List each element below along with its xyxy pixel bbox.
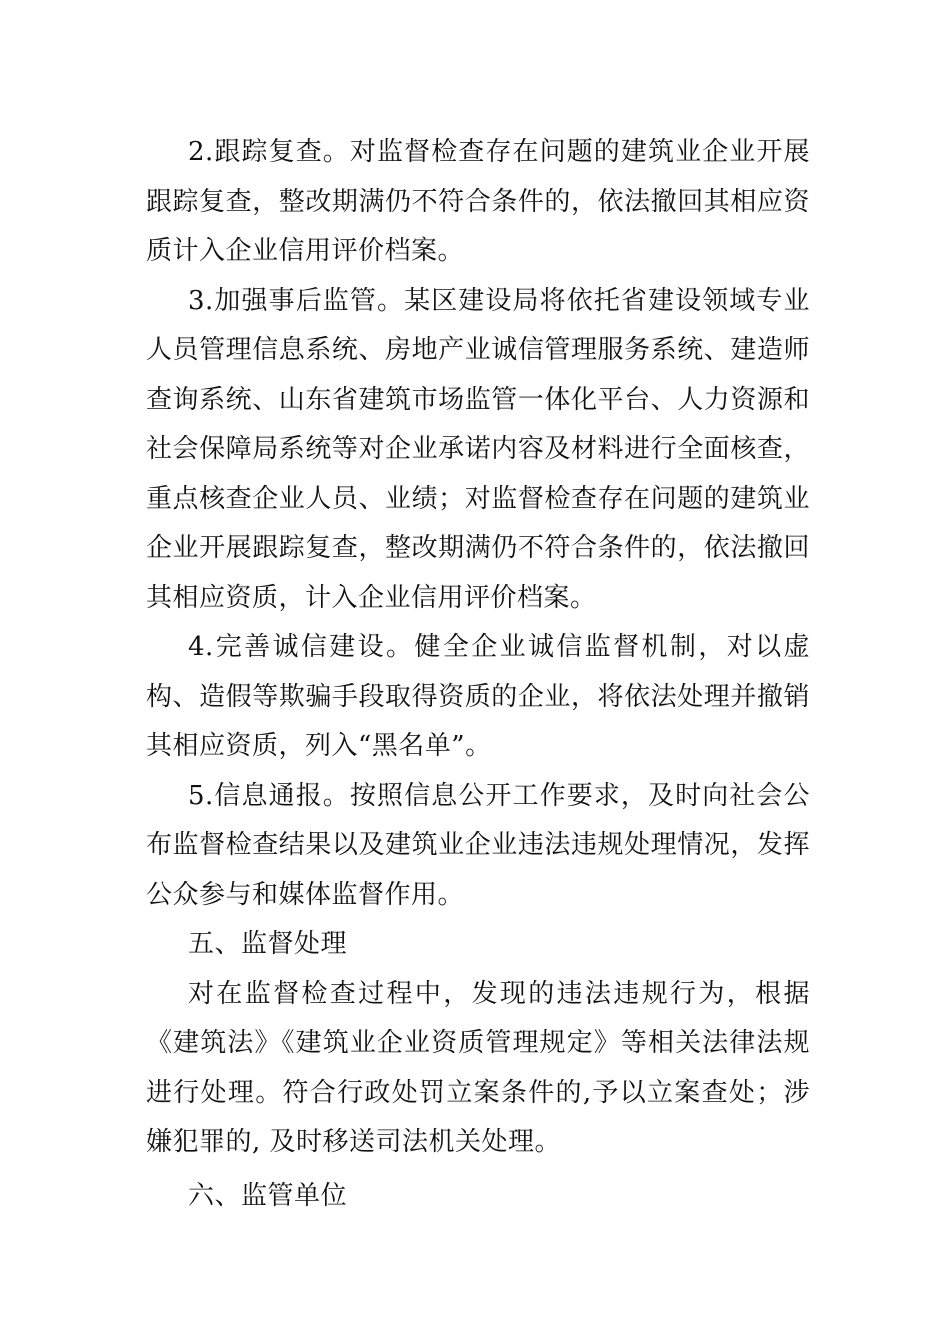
paragraph-post-supervision: 3.加强事后监管。某区建设局将依托省建设领域专业人员管理信息系统、房地产业诚信管理服务系统、建造师查询系统、山东省建筑市场监管一体化平台、人力资源和社会保障局系统等对企业承诺内容及材料进行全面核查，重点核查企业人员、业绩；对监督检查存在问题的建筑业企业开展跟踪复查，整改期满仍不符合条件的，依法撤回其相应资质，计入企业信用评价档案。 <box>146 285 810 613</box>
section-heading-supervising-unit: 六、监管单位 <box>188 1180 348 1211</box>
paragraph-supervision-handling: 对在监督检查过程中，发现的违法违规行为，根据《建筑法》《建筑业企业资质管理规定》等相关法律法规进行处理。符合行政处罚立案条件的,予以立案查处；涉嫌犯罪的, 及时移送司法机关处理。 <box>146 978 810 1157</box>
paragraph-tracking-review: 2.跟踪复查。对监督检查存在问题的建筑业企业开展跟踪复查，整改期满仍不符合条件的，依法撤回其相应资质计入企业信用评价档案。 <box>146 137 810 266</box>
paragraph-information-report: 5.信息通报。按照信息公开工作要求，及时向社会公布监督检查结果以及建筑业企业违法违规处理情况，发挥公众参与和媒体监督作用。 <box>146 780 810 910</box>
paragraph-credit-construction: 4.完善诚信建设。健全企业诚信监督机制，对以虚构、造假等欺骗手段取得资质的企业，将依法处理并撤销其相应资质，列入“黑名单”。 <box>146 632 810 761</box>
document-body <box>146 128 810 1221</box>
section-heading-supervision-handling: 五、监督处理 <box>188 929 348 959</box>
